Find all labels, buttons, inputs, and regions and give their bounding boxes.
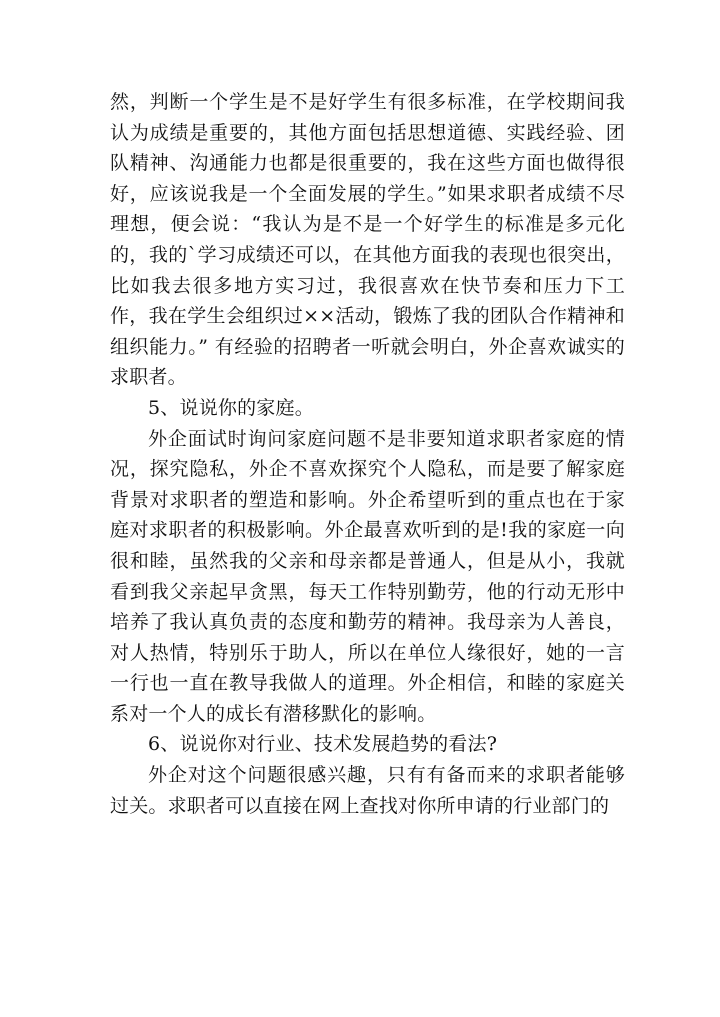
paragraph-industry-trends: 外企对这个问题很感兴趣，只有有备而来的求职者能够过关。求职者可以直接在网上查找对你所申请的行业部门的 [110, 764, 625, 817]
section-heading-industry-trends: 6、说说你对行业、技术发展趋势的看法? [148, 733, 498, 756]
section-heading-family: 5、说说你的家庭。 [148, 396, 314, 419]
document-page [110, 87, 625, 821]
paragraph-continuation: 然，判断一个学生是不是好学生有很多标准，在学校期间我认为成绩是重要的，其他方面包括思想道德、实践经验、团队精神、沟通能力也都是很重要的，我在这些方面也做得很好，应该说我是一个全面发展的学生。”如果求职者成绩不尽理想，便会说：“我认为是不是一个好学生的标准是多元化的，我的`学习成绩还可以，在其他方面我的表现也很突出，比如我去很多地方实习过，我很喜欢在快节奏和压力下工作，我在学生会组织过××活动，锻炼了我的团队合作精神和组织能力。” 有经验的招聘者一听就会明白，外企喜欢诚实的求职者。 [110, 91, 625, 389]
paragraph-family: 外企面试时询问家庭问题不是非要知道求职者家庭的情况，探究隐私，外企不喜欢探究个人隐私，而是要了解家庭背景对求职者的塑造和影响。外企希望听到的重点也在于家庭对求职者的积极影响。外企最喜欢听到的是!我的家庭一向很和睦，虽然我的父亲和母亲都是普通人，但是从小，我就看到我父亲起早贪黑，每天工作特别勤劳，他的行动无形中培养了我认真负责的态度和勤劳的精神。我母亲为人善良，对人热情，特别乐于助人，所以在单位人缘很好，她的一言一行也一直在教导我做人的道理。外企相信，和睦的家庭关系对一个人的成长有潜移默化的影响。 [110, 427, 625, 725]
